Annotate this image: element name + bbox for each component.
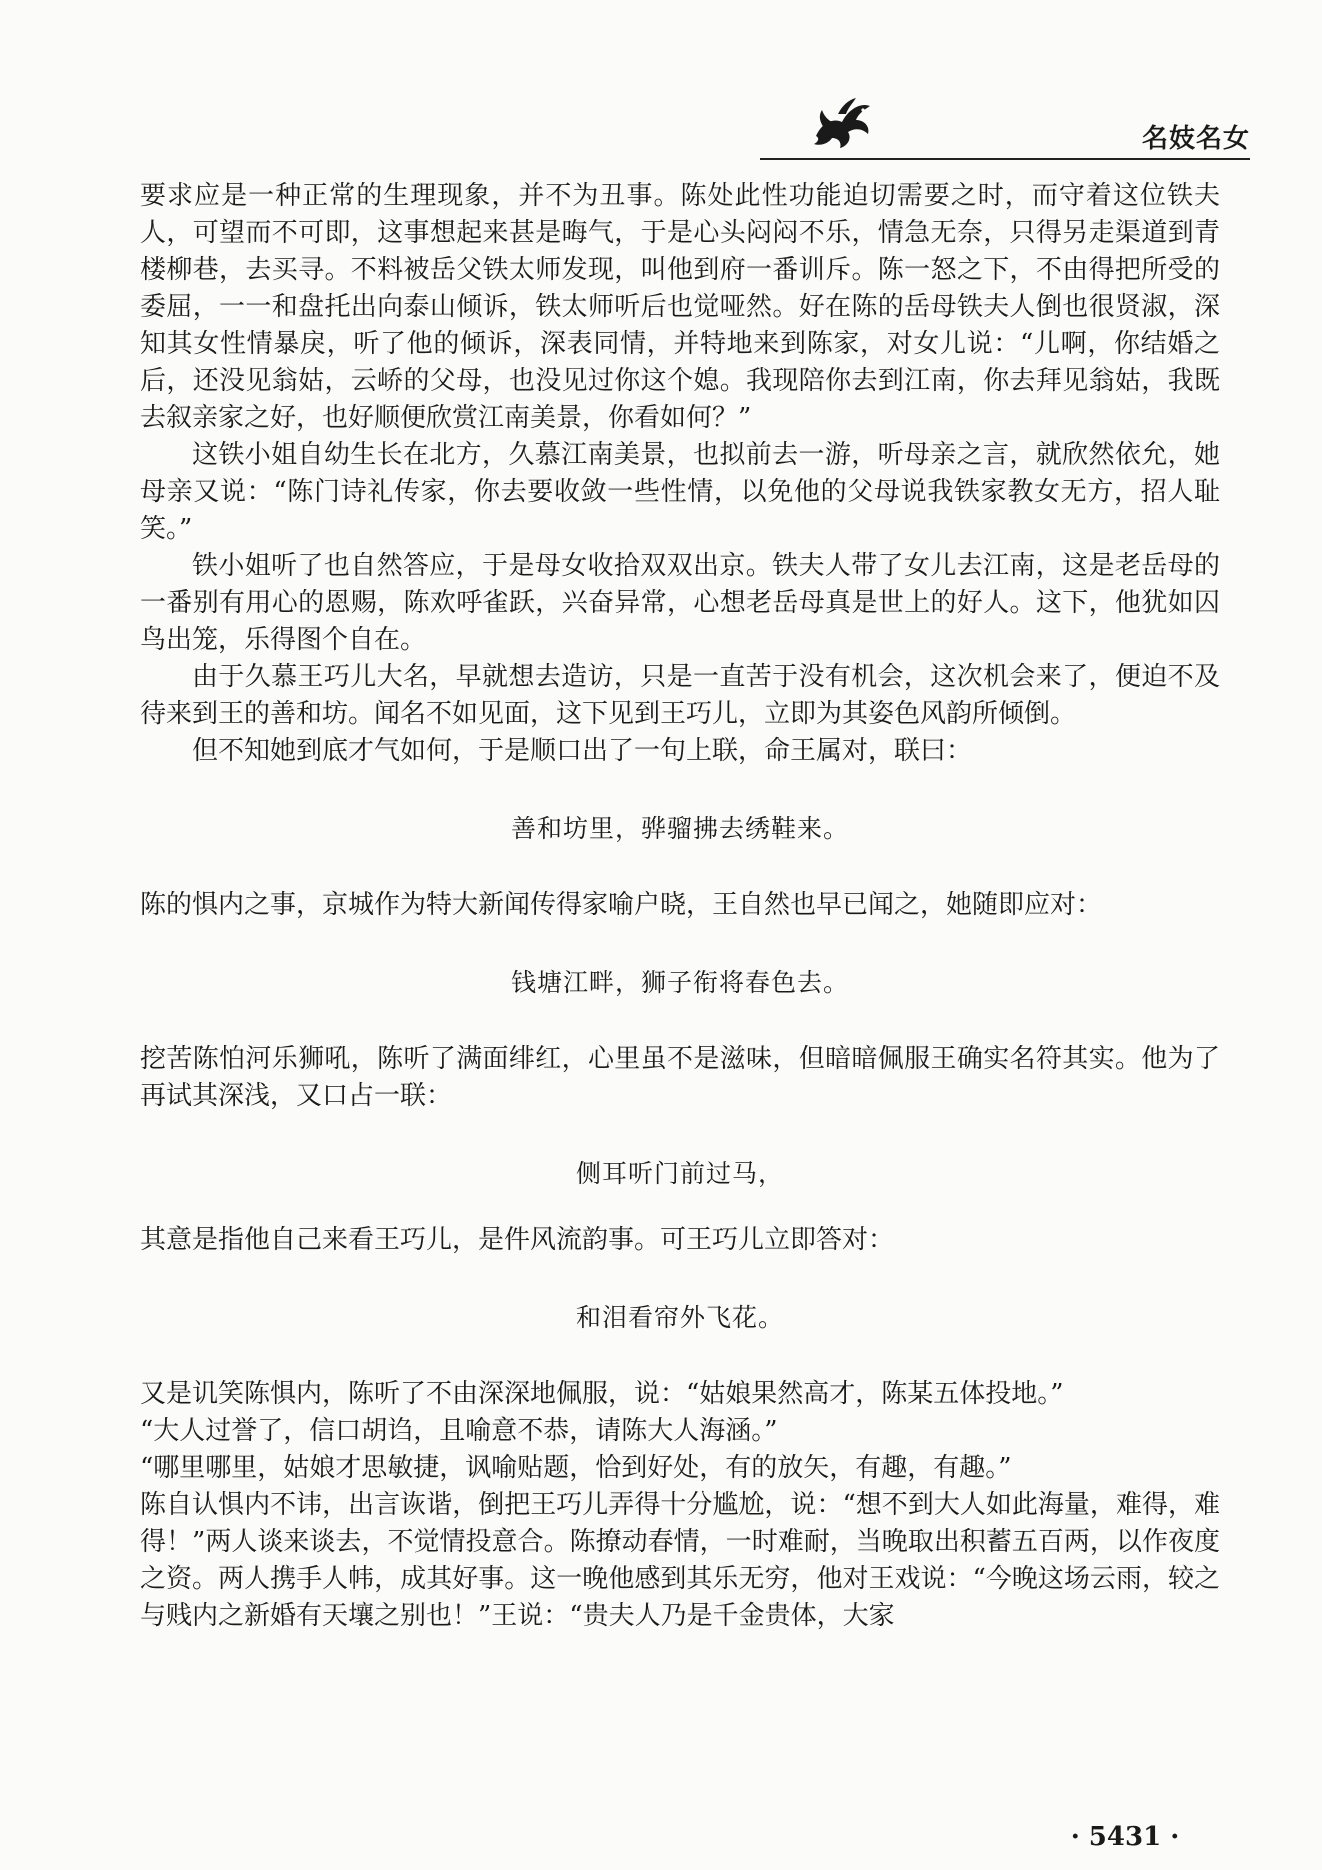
dragon-emblem-icon bbox=[808, 92, 878, 154]
page-number: · 5431 · bbox=[1070, 1822, 1180, 1852]
couplet-line: 善和坊里，骅骝拂去绣鞋来。 bbox=[510, 814, 849, 843]
paragraph: 其意是指他自己来看王巧儿，是件风流韵事。可王巧儿立即答对： bbox=[140, 1225, 895, 1255]
paragraph: 又是讥笑陈惧内，陈听了不由深深地佩服，说：“姑娘果然高才，陈某五体投地。” bbox=[140, 1379, 1064, 1409]
paragraph: 要求应是一种正常的生理现象，并不为丑事。陈处此性功能迫切需要之时，而守着这位铁夫人，可望而不可即，这事想起来甚是晦气，于是心头闷闷不乐，情急无奈，只得另走渠道到青楼柳巷，去买寻。不料被岳父铁太师发现，叫他到府一番训斥。陈一怒之下，不由得把所受的委屈，一一和盘托出向泰山倾诉，铁太师听后也觉哑然。好在陈的岳母铁夫人倒也很贤淑，深知其女性情暴戾，听了他的倾诉，深表同情，并特地来到陈家，对女儿说：“儿啊，你结婚之后，还没见翁姑，云峤的父母，也没见过你这个媳。我现陪你去到江南，你去拜见翁姑，我既去叙亲家之好，也好顺便欣赏江南美景，你看如何？” bbox=[140, 181, 1220, 433]
paragraph: 挖苦陈怕河乐狮吼，陈听了满面绯红，心里虽不是滋味，但暗暗佩服王确实名符其实。他为了再试其深浅，又口占一联： bbox=[140, 1044, 1220, 1111]
paragraph: 这铁小姐自幼生长在北方，久慕江南美景，也拟前去一游，听母亲之言，就欣然依允，她母亲又说：“陈门诗礼传家，你去要收敛一些性情，以免他的父母说我铁家教女无方，招人耻笑。” bbox=[140, 440, 1220, 544]
page-body bbox=[140, 178, 1220, 1635]
couplet-line: 和泪看帘外飞花。 bbox=[575, 1303, 784, 1332]
paragraph: 陈的惧内之事，京城作为特大新闻传得家喻户晓，王自然也早已闻之，她随即应对： bbox=[140, 890, 1103, 920]
paragraph: 由于久慕王巧儿大名，早就想去造访，只是一直苦于没有机会，这次机会来了，便迫不及待来到王的善和坊。闻名不如见面，这下见到王巧儿，立即为其姿色风韵所倾倒。 bbox=[140, 662, 1220, 729]
page-header bbox=[0, 0, 1322, 168]
paragraph: 但不知她到底才气如何，于是顺口出了一句上联，命王属对，联曰： bbox=[192, 736, 973, 766]
paragraph: 陈自认惧内不讳，出言诙谐，倒把王巧儿弄得十分尴尬，说：“想不到大人如此海量，难得，难得！”两人谈来谈去，不觉情投意合。陈撩动春情，一时难耐，当晚取出积蓄五百两，以作夜度之资。两人携手人帏，成其好事。这一晚他感到其乐无穷，他对王戏说：“今晚这场云雨，较之与贱内之新婚有天壤之别也！”王说：“贵夫人乃是千金贵体，大家 bbox=[140, 1490, 1220, 1631]
header-rule bbox=[760, 158, 1250, 160]
paragraph: “哪里哪里，姑娘才思敏捷，讽喻贴题，恰到好处，有的放矢，有趣，有趣。” bbox=[140, 1453, 1012, 1483]
couplet-line: 侧耳听门前过马， bbox=[575, 1159, 784, 1188]
header-title: 名妓名女 bbox=[1141, 124, 1250, 154]
paragraph: “大人过誉了，信口胡诌，且喻意不恭，请陈大人海涵。” bbox=[140, 1416, 778, 1446]
paragraph: 铁小姐听了也自然答应，于是母女收拾双双出京。铁夫人带了女儿去江南，这是老岳母的一番别有用心的恩赐，陈欢呼雀跃，兴奋异常，心想老岳母真是世上的好人。这下，他犹如囚鸟出笼，乐得图个自在。 bbox=[140, 551, 1220, 655]
couplet-line: 钱塘江畔，狮子衔将春色去。 bbox=[510, 968, 849, 997]
